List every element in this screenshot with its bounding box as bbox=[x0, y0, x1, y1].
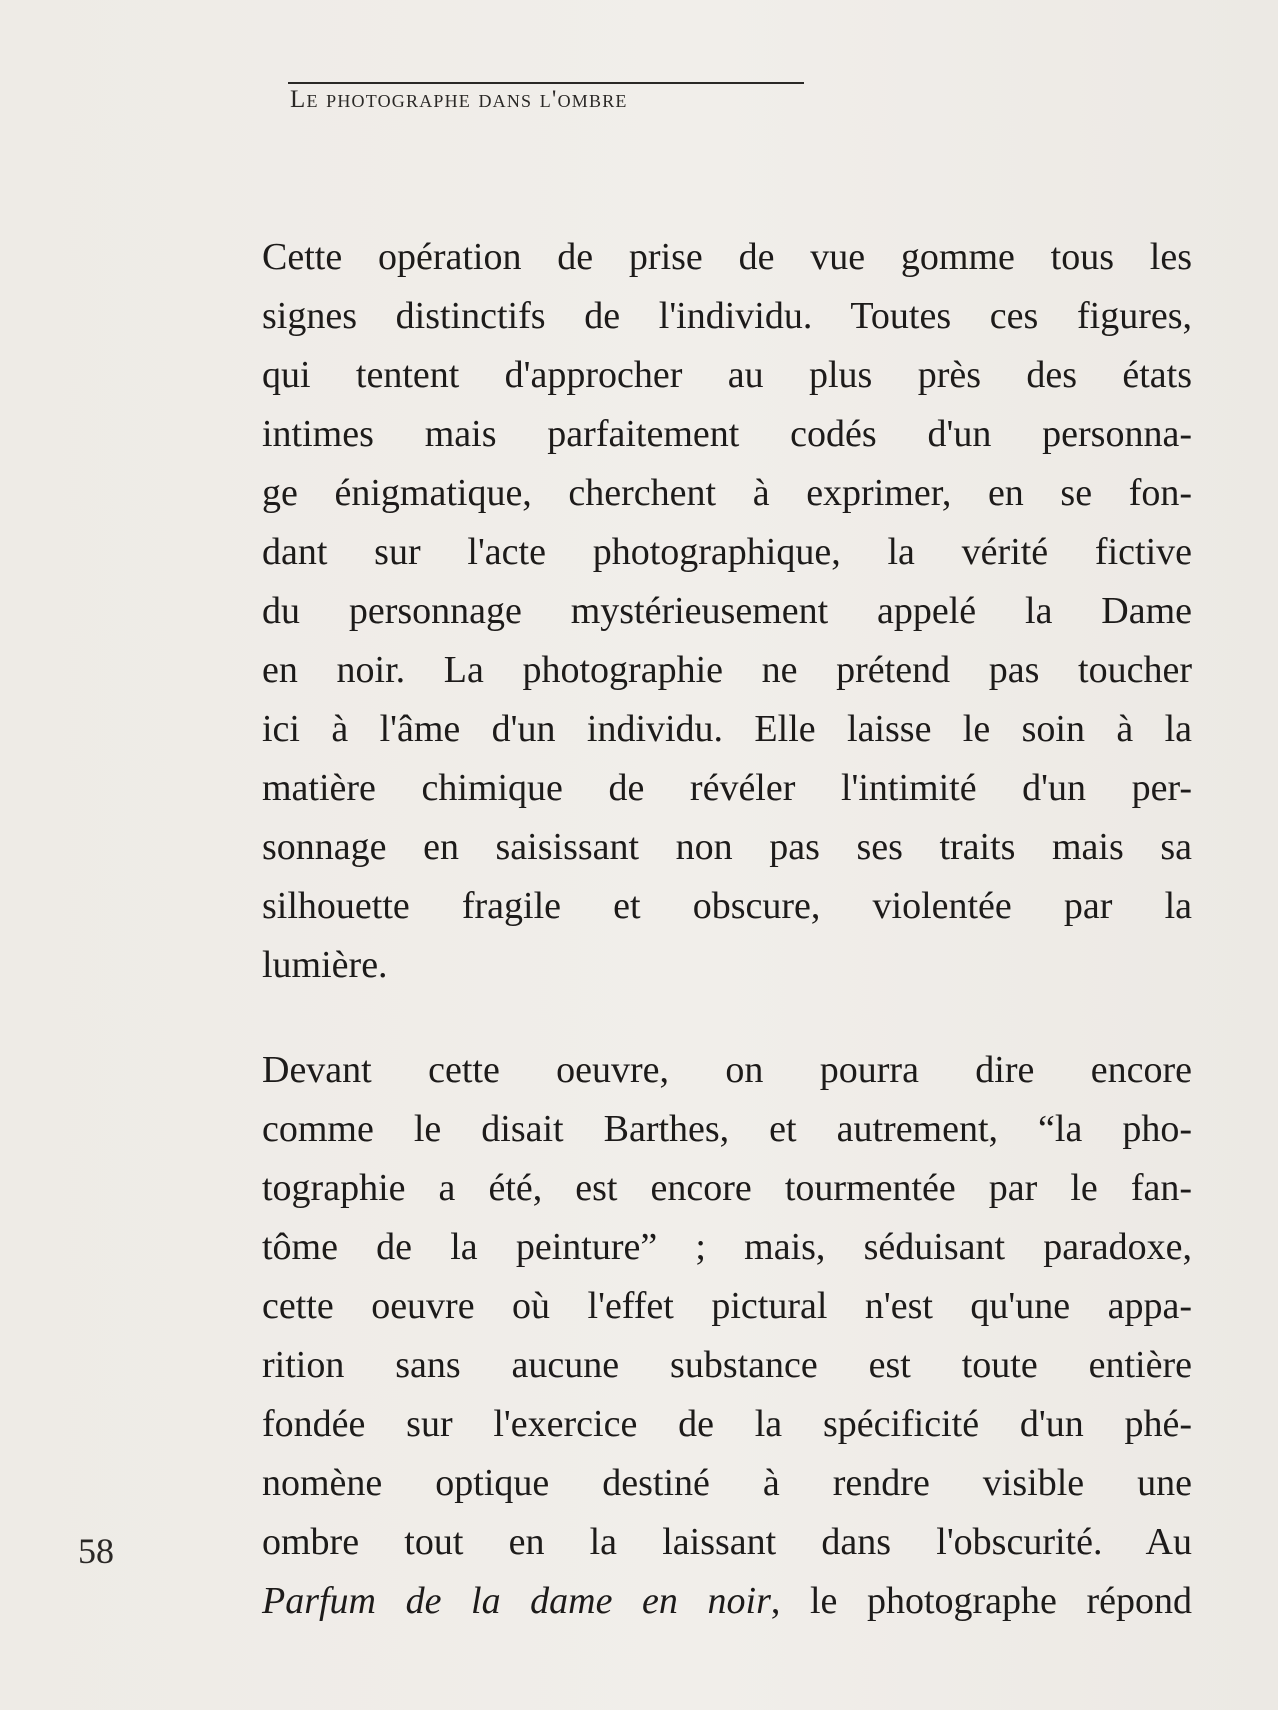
text-line: dant sur l'acte photographique, la vérité fictive bbox=[262, 531, 1192, 573]
paragraph-2 bbox=[262, 1041, 1192, 1631]
text-line: fondée sur l'exercice de la spécificité d'un phé- bbox=[262, 1403, 1192, 1445]
text-line: silhouette fragile et obscure, violentée par la bbox=[262, 885, 1192, 927]
italic-title: Parfum de la dame en noir bbox=[262, 1580, 771, 1622]
text-line: tôme de la peinture” ; mais, séduisant paradoxe, bbox=[262, 1226, 1192, 1268]
text-line-last bbox=[262, 1572, 1192, 1631]
text-line: Cette opération de prise de vue gomme tous les bbox=[262, 236, 1192, 278]
running-title: Le photographe dans l'ombre bbox=[290, 86, 628, 113]
text-line: lumière. bbox=[262, 944, 388, 986]
text-line: rition sans aucune substance est toute entière bbox=[262, 1344, 1192, 1386]
paragraph-1 bbox=[262, 228, 1192, 995]
text-line: Devant cette oeuvre, on pourra dire encore bbox=[262, 1049, 1192, 1091]
text-line: en noir. La photographie ne prétend pas toucher bbox=[262, 649, 1192, 691]
text-line: ge énigmatique, cherchent à exprimer, en se fon- bbox=[262, 472, 1192, 514]
page-number: 58 bbox=[78, 1531, 114, 1571]
text-line: ici à l'âme d'un individu. Elle laisse le soin à la bbox=[262, 708, 1192, 750]
text-line: du personnage mystérieusement appelé la Dame bbox=[262, 590, 1192, 632]
text-line-rest: , le photographe répond bbox=[770, 1580, 1192, 1622]
text-line: matière chimique de révéler l'intimité d'un per- bbox=[262, 767, 1192, 809]
text-line: cette oeuvre où l'effet pictural n'est qu'une appa- bbox=[262, 1285, 1192, 1327]
text-line: comme le disait Barthes, et autrement, “la pho- bbox=[262, 1108, 1192, 1150]
text-line: nomène optique destiné à rendre visible une bbox=[262, 1462, 1192, 1504]
text-line: qui tentent d'approcher au plus près des états bbox=[262, 354, 1192, 396]
body-text bbox=[262, 228, 1192, 1631]
text-line: sonnage en saisissant non pas ses traits mais sa bbox=[262, 826, 1192, 868]
text-line: signes distinctifs de l'individu. Toutes ces figures, bbox=[262, 295, 1192, 337]
text-line: intimes mais parfaitement codés d'un personna- bbox=[262, 413, 1192, 455]
text-line: tographie a été, est encore tourmentée par le fan- bbox=[262, 1167, 1192, 1209]
text-line: ombre tout en la laissant dans l'obscurité. Au bbox=[262, 1521, 1192, 1563]
header-rule bbox=[288, 82, 804, 84]
